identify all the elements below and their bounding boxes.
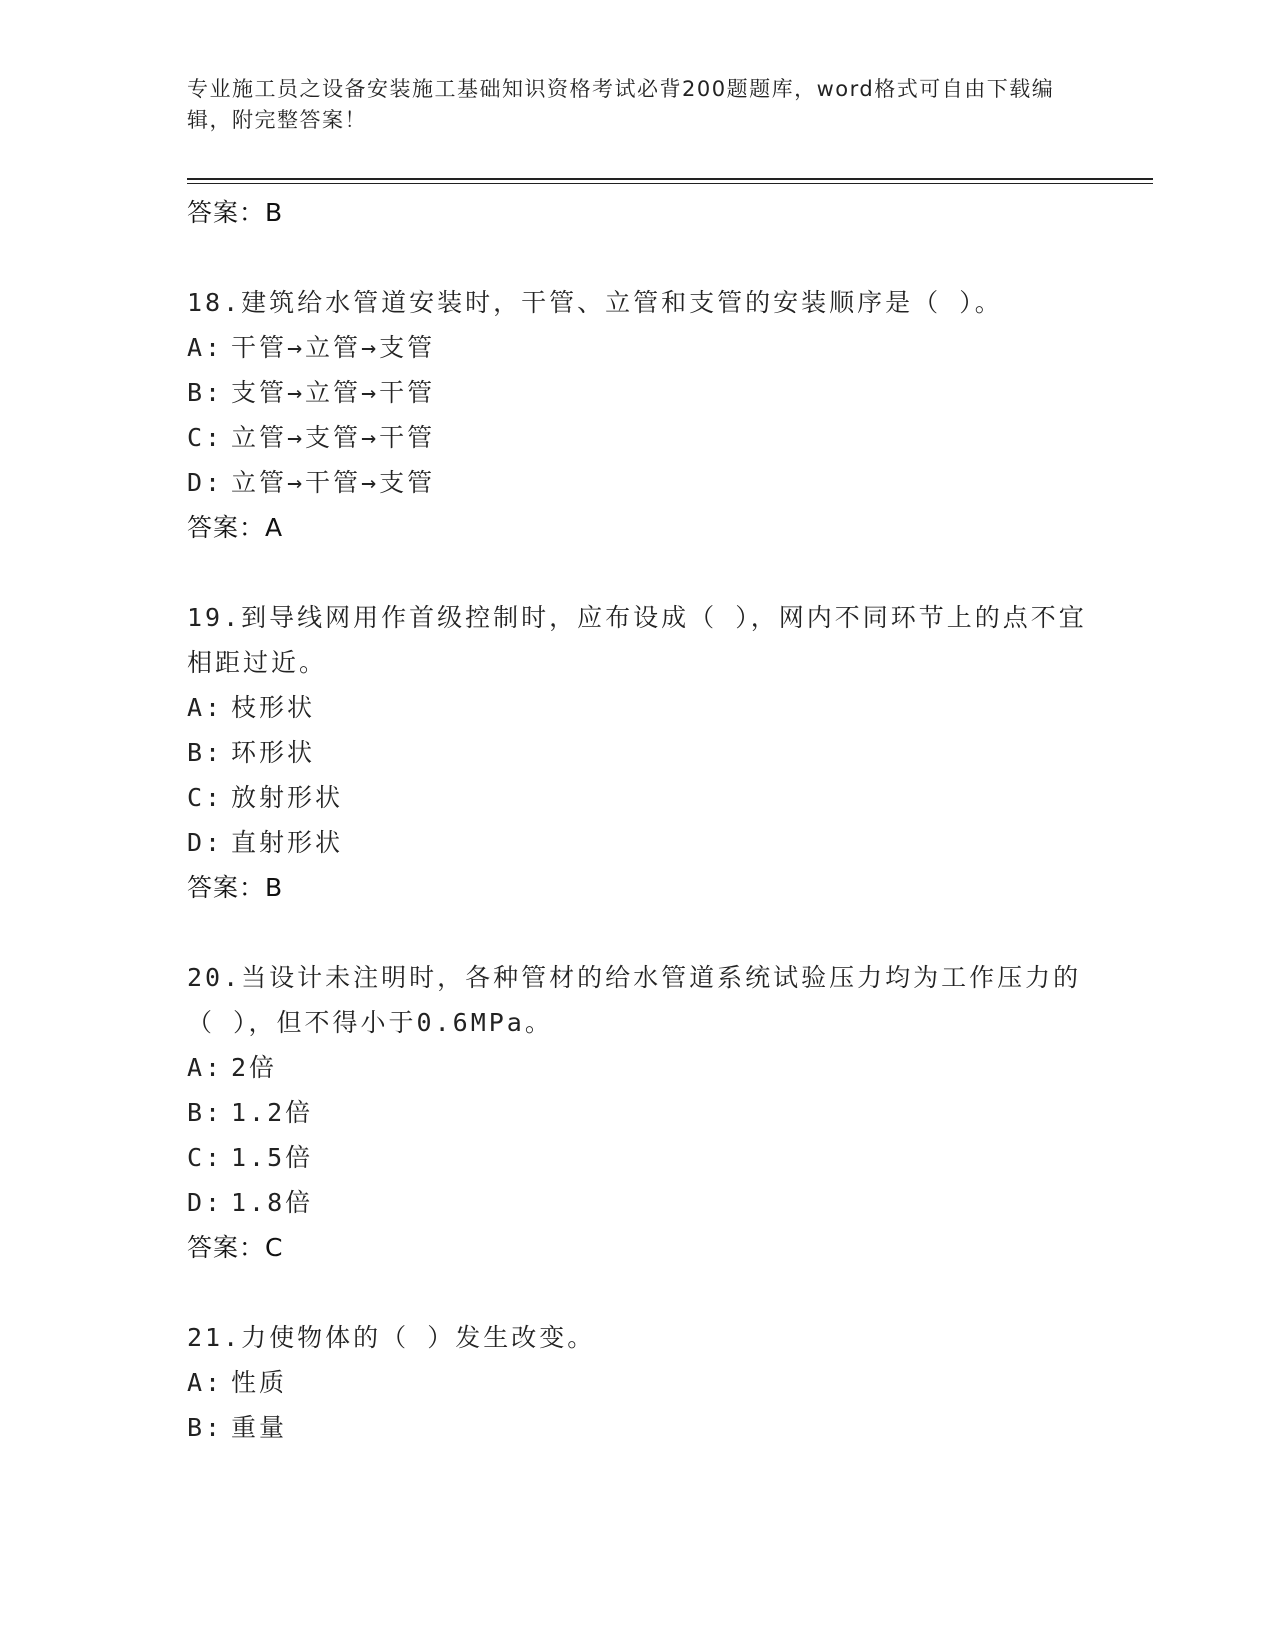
option-letter: A: (187, 1368, 224, 1397)
question-text: 21.力使物体的（ ）发生改变。 (187, 1323, 596, 1352)
answer-label: 答案：C (187, 1233, 284, 1262)
option-letter: D: (187, 828, 224, 857)
option-d (187, 1180, 1087, 1225)
option-letter: A: (187, 333, 224, 362)
question-item (187, 595, 1087, 911)
option-text: 立管→干管→支管 (231, 468, 436, 497)
answer-label: 答案：A (187, 513, 284, 542)
option-text: 2倍 (231, 1053, 278, 1082)
answer-label: 答案：B (187, 873, 284, 902)
question-text: 19.到导线网用作首级控制时，应布设成（ ），网内不同环节上的点不宜相距过近。 (187, 603, 1087, 677)
option-a (187, 685, 1087, 730)
option-b (187, 1405, 1087, 1450)
option-text: 1.5倍 (231, 1143, 314, 1172)
option-text: 立管→支管→干管 (231, 423, 436, 452)
option-letter: C: (187, 423, 224, 452)
option-b (187, 730, 1087, 775)
option-c (187, 415, 1087, 460)
option-text: 重量 (231, 1413, 288, 1442)
header-divider-thin (187, 183, 1153, 184)
question-item (187, 1315, 1087, 1450)
option-text: 放射形状 (231, 783, 344, 812)
option-text: 1.8倍 (231, 1188, 314, 1217)
document-header: 专业施工员之设备安装施工基础知识资格考试必背200题题库，word格式可自由下载编辑，附完整答案！ (187, 77, 1055, 132)
option-text: 干管→立管→支管 (231, 333, 436, 362)
option-letter: B: (187, 378, 224, 407)
option-b (187, 370, 1087, 415)
option-letter: C: (187, 1143, 224, 1172)
option-text: 1.2倍 (231, 1098, 314, 1127)
option-letter: B: (187, 738, 224, 767)
option-letter: C: (187, 783, 224, 812)
option-letter: B: (187, 1413, 224, 1442)
option-letter: A: (187, 693, 224, 722)
option-c (187, 1135, 1087, 1180)
question-text: 18.建筑给水管道安装时，干管、立管和支管的安装顺序是（ ）。 (187, 288, 1003, 317)
option-d (187, 820, 1087, 865)
option-text: 支管→立管→干管 (231, 378, 436, 407)
question-text: 20.当设计未注明时，各种管材的给水管道系统试验压力均为工作压力的（ ），但不得小于0.6MPa。 (187, 963, 1082, 1037)
option-letter: A: (187, 1053, 224, 1082)
option-letter: D: (187, 1188, 224, 1217)
option-letter: D: (187, 468, 224, 497)
option-a (187, 1360, 1087, 1405)
option-letter: B: (187, 1098, 224, 1127)
answer-label: 答案：B (187, 198, 284, 227)
question-item (187, 955, 1087, 1271)
option-text: 直射形状 (231, 828, 344, 857)
header-divider (187, 178, 1153, 180)
option-a (187, 1045, 1087, 1090)
option-text: 环形状 (231, 738, 316, 767)
option-text: 枝形状 (231, 693, 316, 722)
option-a (187, 325, 1087, 370)
option-d (187, 460, 1087, 505)
question-item (187, 280, 1087, 551)
option-b (187, 1090, 1087, 1135)
option-text: 性质 (231, 1368, 288, 1397)
option-c (187, 775, 1087, 820)
question-list (187, 190, 1087, 1450)
